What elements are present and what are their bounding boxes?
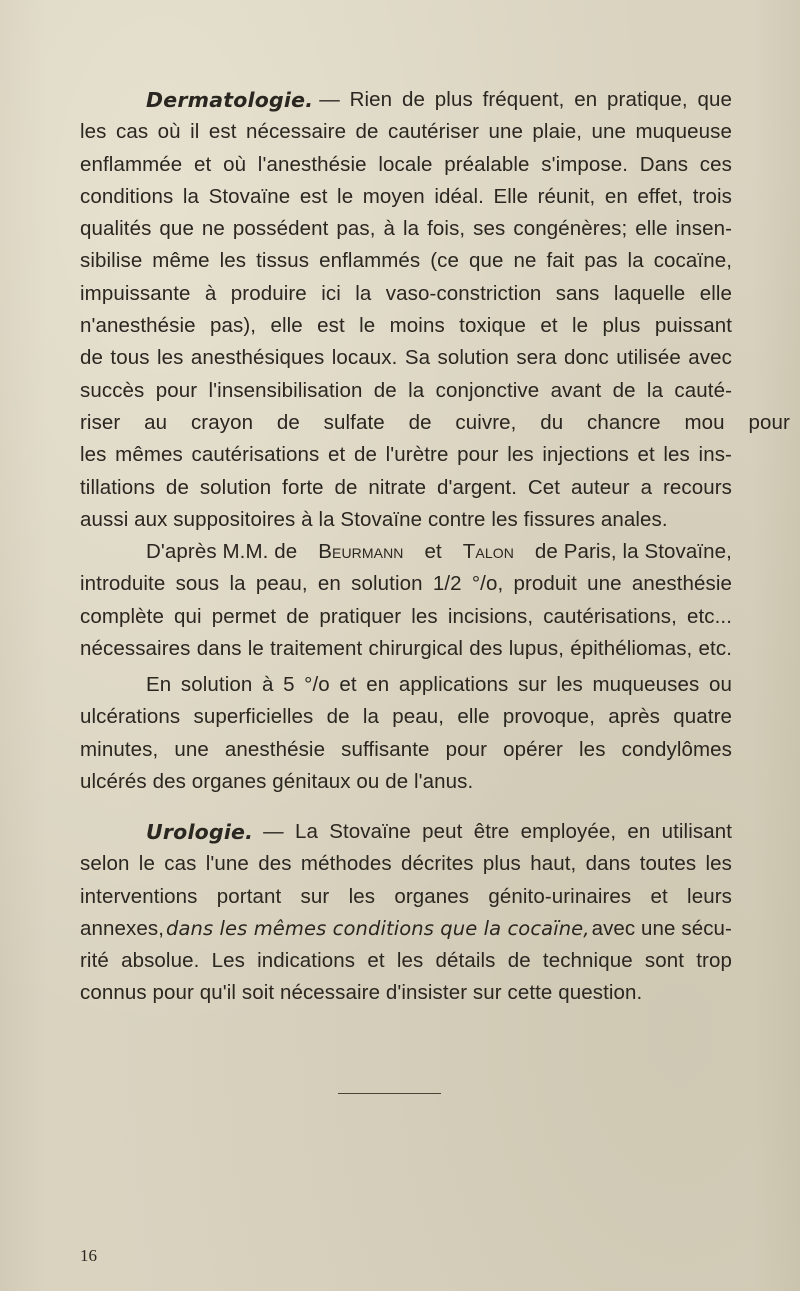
page-number: 16: [80, 1246, 97, 1265]
text-line: interventions portant sur les organes génito-urinaires et leurs: [80, 884, 732, 908]
paragraph-line: [80, 245, 732, 277]
paragraph-line: [80, 342, 732, 374]
text-fragment: de Paris, la Stovaïne,: [534, 540, 732, 563]
paragraph-line: [80, 977, 732, 1009]
text-line: [80, 913, 732, 945]
paragraph-line: [80, 213, 732, 245]
text-line: minutes, une anesthésie suffisante pour opérer les condylômes: [80, 737, 732, 761]
solution-paragraph: [80, 669, 732, 798]
paragraph-line: [80, 601, 732, 633]
section-heading-dermatologie: Dermatologie.: [146, 88, 314, 112]
author-name-talon: Talon: [462, 540, 514, 563]
paragraph-line: [80, 848, 732, 880]
paragraph-line: [80, 149, 732, 181]
text-line: de tous les anesthésiques locaux. Sa solution sera donc utilisée avec: [80, 346, 732, 370]
italic-emphasis: dans les mêmes conditions que la cocaïne,: [166, 916, 590, 940]
text-line: aussi aux suppositoires à la Stovaïne contre les fissures anales.: [80, 507, 668, 531]
text-line: [146, 536, 732, 568]
text-fragment: D'après M.M. de: [146, 540, 298, 563]
paragraph-line: [80, 116, 732, 148]
text-line: connus pour qu'il soit nécessaire d'insister sur cette question.: [80, 981, 643, 1005]
text-fragment: et: [424, 540, 442, 563]
text-line: En solution à 5 °/o et en applications sur les muqueuses ou: [146, 673, 732, 696]
section-divider: [338, 1093, 441, 1094]
text-line: selon le cas l'une des méthodes décrites plus haut, dans toutes les: [80, 852, 732, 876]
paragraph-line: [80, 945, 732, 977]
author-name-beurmann: Beurmann: [318, 540, 404, 563]
paragraph-line: [80, 439, 732, 471]
paragraph-line: [80, 881, 732, 913]
text-line: n'anesthésie pas), elle est le moins toxique et le plus puissant: [80, 314, 732, 338]
paragraph-line: [80, 181, 732, 213]
text-line: tillations de solution forte de nitrate d'argent. Cet auteur a recours: [80, 475, 732, 499]
paragraph-line: [80, 504, 732, 536]
text-line: conditions la Stovaïne est le moyen idéal. Elle réunit, en effet, trois: [80, 184, 732, 208]
section-heading-urologie: Urologie.: [146, 820, 254, 844]
paragraph-line: [80, 407, 790, 439]
text-fragment: avec une sécu-: [591, 916, 732, 940]
paragraph-line: [80, 633, 732, 665]
text-line: succès pour l'insensibilisation de la conjonctive avant de la cauté-: [80, 378, 732, 402]
text-fragment: annexes,: [80, 916, 165, 940]
text-line: enflammée et où l'anesthésie locale préalable s'impose. Dans ces: [80, 152, 732, 176]
text-line: riser au crayon de sulfate de cuivre, du chancre mou pour: [80, 410, 790, 434]
urologie-paragraph: [80, 816, 732, 1010]
text-line: ulcérations superficielles de la peau, elle provoque, après quatre: [80, 705, 732, 729]
paragraph-line: [80, 816, 732, 848]
paragraph-line: [80, 568, 732, 600]
paragraph-line: [80, 669, 732, 701]
paragraph-line: [80, 278, 732, 310]
text-line: introduite sous la peau, en solution 1/2 °/o, produit une anesthésie: [80, 572, 732, 596]
text-line: les cas où il est nécessaire de cautériser une plaie, une muqueuse: [80, 120, 732, 144]
text-line: nécessaires dans le traitement chirurgical des lupus, épithéliomas, etc.: [80, 636, 732, 660]
paragraph-line: [80, 766, 732, 798]
paragraph-line: [80, 913, 732, 945]
text-line: — Rien de plus fréquent, en pratique, que: [319, 88, 732, 111]
text-line: les mêmes cautérisations et de l'urètre pour les injections et les ins-: [80, 443, 732, 467]
beurmann-talon-paragraph: [80, 536, 732, 665]
dermatologie-paragraph: [80, 84, 790, 536]
paragraph-line: [80, 536, 732, 568]
paragraph-line: [80, 84, 732, 116]
text-line: impuissante à produire ici la vaso-constriction sans laquelle elle: [80, 281, 732, 305]
text-line: ulcérés des organes génitaux ou de l'anus.: [80, 769, 474, 793]
text-line: rité absolue. Les indications et les détails de technique sont trop: [80, 949, 732, 973]
paragraph-line: [80, 310, 732, 342]
text-line: — La Stovaïne peut être employée, en utilisant: [263, 820, 732, 843]
paragraph-line: [80, 734, 732, 766]
text-line: qualités que ne possédent pas, à la fois, ses congénères; elle insen-: [80, 217, 732, 241]
text-line: complète qui permet de pratiquer les incisions, cautérisations, etc...: [80, 604, 732, 628]
text-line: sibilise même les tissus enflammés (ce que ne fait pas la cocaïne,: [80, 249, 732, 273]
paragraph-line: [80, 472, 732, 504]
paragraph-line: [80, 701, 732, 733]
paragraph-line: [80, 375, 732, 407]
